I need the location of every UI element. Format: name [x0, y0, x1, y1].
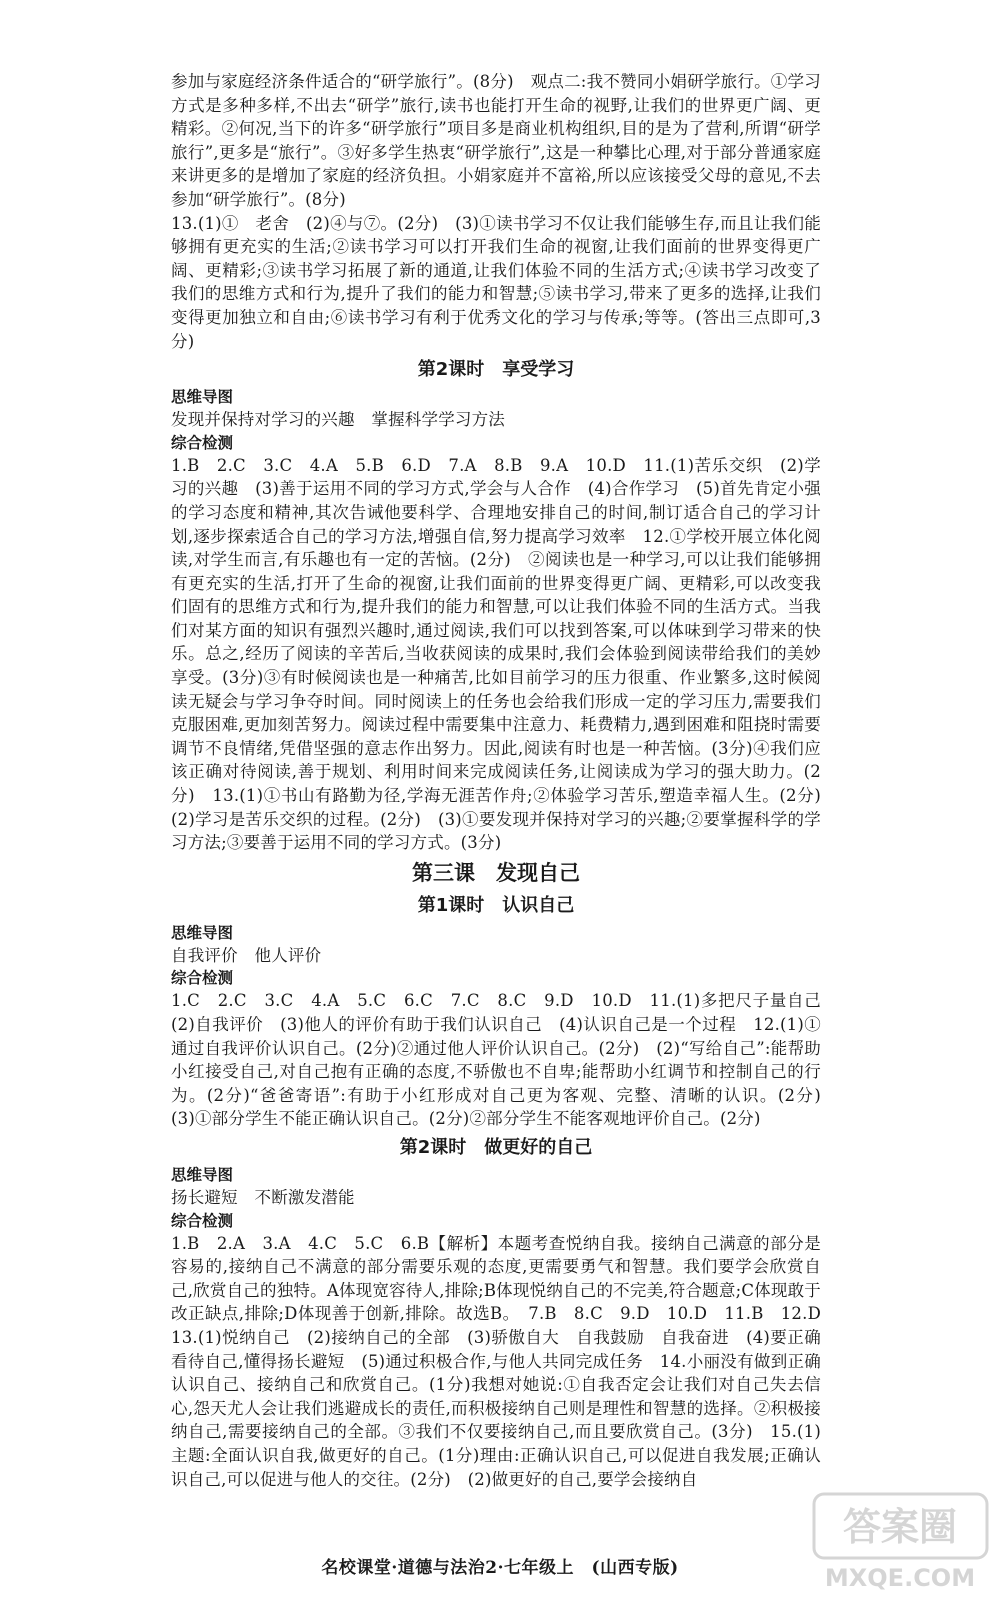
watermark-bottom-text: MXQE.COM: [824, 1564, 976, 1592]
label-comprehensive-test: 综合检测: [171, 1211, 234, 1230]
mind-map-text: 自我评价 他人评价: [171, 945, 322, 965]
section-heading-better-self: 第2课时 做更好的自己: [399, 1136, 593, 1158]
answers-know-self: 1.C 2.C 3.C 4.A 5.C 6.C 7.C 8.C 9.D 10.D 11.(1)多把尺子量自己 (2)自我评价 (3)他人的评价有助于我们认识自己 (4)认识自己是一个过程 12.(1)①通过自我评价认识自己。(2分)②通过他人评价认识自己。(2分) (2)“写给自己”:能帮助小红接受自己,对自己抱有正确的态度,不骄傲也不自卑;能帮助小红调节和控制自己的行为。(2分)“爸爸寄语”:有助于小红形成对自己更为客观、完整、清晰的认识。(2分) (3)①部分学生不能正确认识自己。(2分)②部分学生不能客观地评价自己。(2分): [171, 991, 838, 1129]
watermark-top-text: 答案圈: [842, 1505, 958, 1549]
answer-page-content: [171, 70, 838, 1491]
section-heading-know-self: 第1课时 认识自己: [417, 894, 575, 916]
label-mind-map: 思维导图: [171, 388, 234, 407]
label-comprehensive-test: 综合检测: [171, 969, 234, 988]
label-mind-map: 思维导图: [171, 923, 234, 942]
watermark-logo: [808, 1488, 993, 1596]
paragraph-q13: 13.(1)① 老舍 (2)④与⑦。(2分) (3)①读书学习不仅让我们能够生存,而且让我们能够拥有更充实的生活;②读书学习可以打开我们生命的视窗,让我们面前的世界变得更广阔、更精彩;③读书学习拓展了新的通道,让我们体验不同的生活方式;④读书学习改变了我们的思维方式和行为,提升了我们的能力和智慧;⑤读书学习,带来了更多的选择,让我们变得更加独立和自由;⑥读书学习有利于优秀文化的学习与传承;等等。(答出三点即可,3分): [171, 213, 821, 351]
page-footer: 名校课堂·道德与法治2·七年级上 (山西专版): [321, 1558, 679, 1578]
mind-map-text: 发现并保持对学习的兴趣 掌握科学学习方法: [171, 410, 505, 430]
answers-enjoy-learning: 1.B 2.C 3.C 4.A 5.B 6.D 7.A 8.B 9.A 10.D 11.(1)苦乐交织 (2)学习的兴趣 (3)善于运用不同的学习方式,学会与人合作 (4)合作学习 (5)首先肯定小强的学习态度和精神,其次告诫他要科学、合理地安排自己的时间,制订适合自己的学习计划,逐步探索适合自己的学习方法,增强自信,努力提高学习效率 12.①学校开展立体化阅读,对学生而言,有乐趣也有一定的苦恼。(2分) ②阅读也是一种学习,可以让我们能够拥有更充实的生活,打开了生命的视窗,让我们面前的世界变得更广阔、更精彩,可以改变我们固有的思维方式和行为,提升我们的能力和智慧,可以让我们体验不同的生活方式。当我们对某方面的知识有强烈兴趣时,通过阅读,我们可以找到答案,可以体味到学习带来的快乐。总之,经历了阅读的辛苦后,当收获阅读的成果时,我们会体验到阅读带给我们的美妙享受。(3分)③有时候阅读也是一种痛苦,比如目前学习的压力很重、作业繁多,这时候阅读无疑会与学习争夺时间。同时阅读上的任务也会给我们形成一定的学习压力,需要我们克服困难,更加刻苦努力。阅读过程中需要集中注意力、耗费精力,遇到困难和阻挠时需要调节不良情绪,凭借坚强的意志作出努力。因此,阅读有时也是一种苦恼。(3分)④我们应该正确对待阅读,善于规划、利用时间来完成阅读任务,让阅读成为学习的强大助力。(2分) 13.(1)①书山有路勤为径,学海无涯苦作舟;②体验学习苦乐,塑造幸福人生。(2分) (2)学习是苦乐交织的过程。(2分) (3)①要发现并保持对学习的兴趣;②要掌握科学的学习方法;③要善于运用不同的学习方式。(3分): [171, 455, 838, 853]
section-heading-enjoy-learning: 第2课时 享受学习: [417, 359, 575, 381]
label-mind-map: 思维导图: [171, 1165, 234, 1184]
label-comprehensive-test: 综合检测: [171, 433, 234, 452]
mind-map-text: 扬长避短 不断激发潜能: [171, 1187, 355, 1207]
lesson-heading-discover-self: 第三课 发现自己: [412, 860, 580, 885]
answers-better-self: 1.B 2.A 3.A 4.C 5.C 6.B【解析】本题考查悦纳自我。接纳自己满意的部分是容易的,接纳自己不满意的部分需要乐观的态度,更需要勇气和智慧。我们要学会欣赏自己,欣赏自己的独特。A体现宽容待人,排除;B体现悦纳自己的不完美,符合题意;C体现敢于改正缺点,排除;D体现善于创新,排除。故选B。 7.B 8.C 9.D 10.D 11.B 12.D 13.(1)悦纳自己 (2)接纳自己的全部 (3)骄傲自大 自我鼓励 自我奋进 (4)要正确看待自己,懂得扬长避短 (5)通过积极合作,与他人共同完成任务 14.小丽没有做到正确认识自己、接纳自己和欣赏自己。(1分)我想对她说:①自我否定会让我们对自己失去信心,怨天尤人会让我们逃避成长的责任,而积极接纳自己则是理性和智慧的选择。②积极接纳自己,需要接纳自己的全部。③我们不仅要接纳自己,而且要欣赏自己。(3分) 15.(1)主题:全面认识自我,做更好的自己。(1分)理由:正确认识自己,可以促进自我发展;正确认识自己,可以促进与他人的交往。(2分) (2)做更好的自己,要学会接纳自: [171, 1233, 838, 1489]
paragraph-opinion-two: 参加与家庭经济条件适合的“研学旅行”。(8分) 观点二:我不赞同小娟研学旅行。①学习方式是多种多样,不出去“研学”旅行,读书也能打开生命的视野,让我们的世界更广阔、更精彩。②何况,当下的许多“研学旅行”项目多是商业机构组织,目的是为了营利,所谓“研学旅行”,更多是“旅行”。③好多学生热衷“研学旅行”,这是一种攀比心理,对于部分普通家庭来讲更多的是增加了家庭的经济负担。小娟家庭并不富裕,所以应该接受父母的意见,不去参加“研学旅行”。(8分): [171, 72, 821, 209]
